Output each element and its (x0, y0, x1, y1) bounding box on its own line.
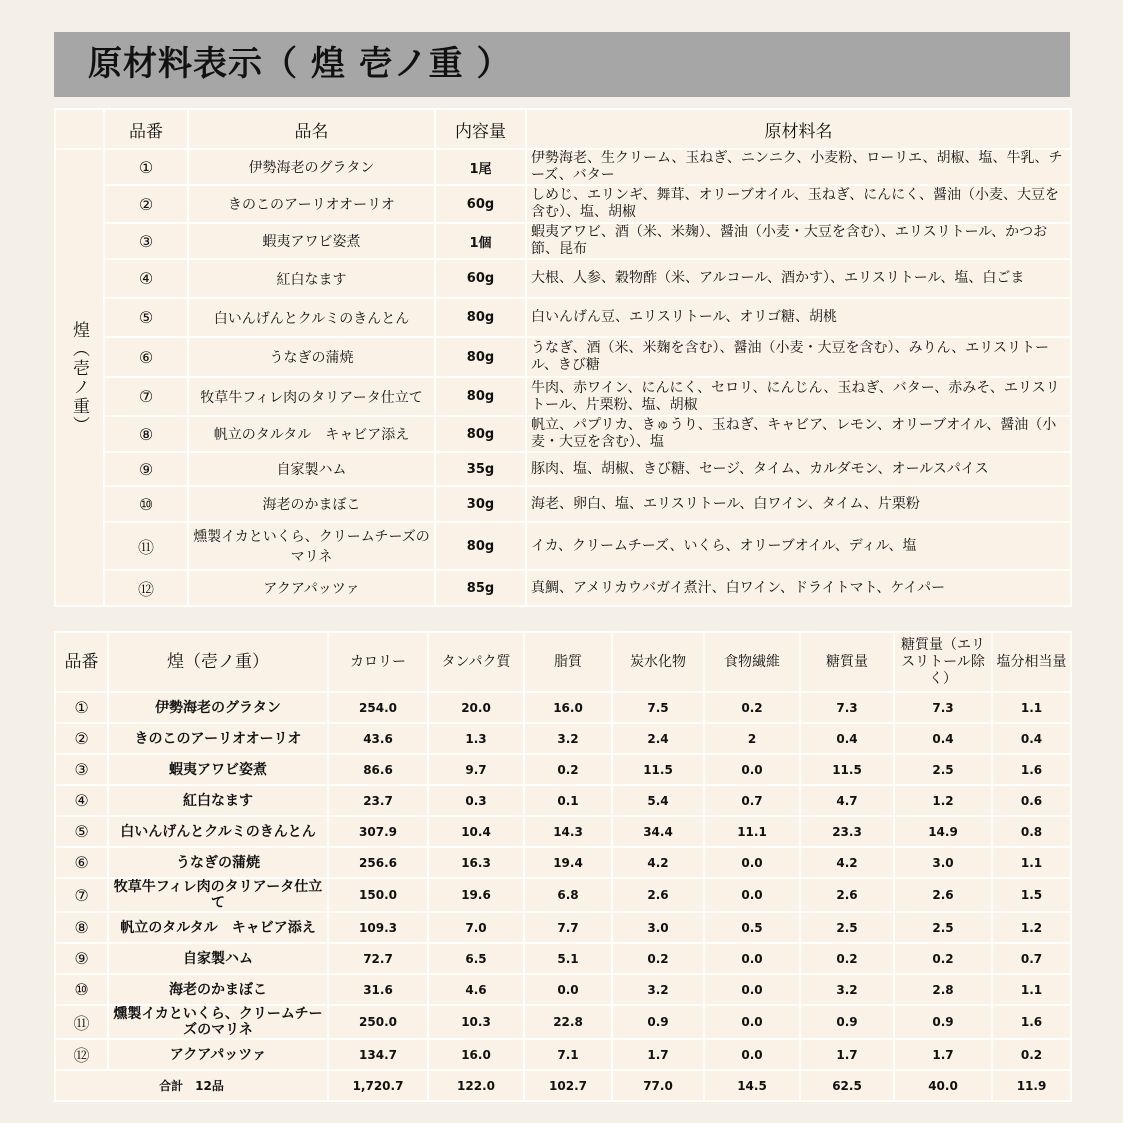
item-name: 燻製イカといくら、クリームチーズのマリネ (108, 1005, 328, 1039)
value-fat: 19.4 (524, 847, 612, 878)
item-name: 自家製ハム (108, 943, 328, 974)
header-fiber: 食物繊維 (704, 632, 800, 692)
header-sugar: 糖質量 (800, 632, 894, 692)
value-salt: 1.6 (992, 1005, 1071, 1039)
item-number: ⑥ (104, 337, 188, 377)
value-carb: 0.9 (612, 1005, 704, 1039)
value-carb: 7.5 (612, 692, 704, 723)
item-number: ③ (104, 223, 188, 259)
item-name: 牧草牛フィレ肉のタリアータ仕立て (188, 377, 435, 416)
item-ingredients: 豚肉、塩、胡椒、きび糖、セージ、タイム、カルダモン、オールスパイス (526, 452, 1071, 486)
header-no: 品番 (104, 109, 188, 149)
item-number: ⑩ (55, 974, 108, 1005)
item-name: 伊勢海老のグラタン (188, 149, 435, 185)
value-fat: 0.0 (524, 974, 612, 1005)
value-calorie: 256.6 (328, 847, 428, 878)
item-amount: 80g (435, 377, 526, 416)
value-fiber: 0.0 (704, 974, 800, 1005)
value-sugar-ex: 2.5 (894, 754, 992, 785)
value-sugar-ex: 0.2 (894, 943, 992, 974)
ingredient-row (55, 298, 1071, 337)
nutrition-total-row (55, 1070, 1071, 1101)
value-fiber: 11.1 (704, 816, 800, 847)
item-name: うなぎの蒲焼 (108, 847, 328, 878)
value-carb: 1.7 (612, 1039, 704, 1070)
value-sugar: 7.3 (800, 692, 894, 723)
value-salt: 1.1 (992, 974, 1071, 1005)
item-number: ⑪ (55, 1005, 108, 1039)
item-number: ⑨ (104, 452, 188, 486)
header-fat: 脂質 (524, 632, 612, 692)
value-sugar-ex: 1.7 (894, 1039, 992, 1070)
nutrition-header-row (55, 632, 1071, 692)
value-fiber: 0.2 (704, 692, 800, 723)
header-protein: タンパク質 (428, 632, 524, 692)
nutrition-row (55, 912, 1071, 943)
value-fiber: 2 (704, 723, 800, 754)
side-label-cell (55, 149, 104, 606)
ingredient-row (55, 149, 1071, 185)
item-number: ② (104, 185, 188, 223)
item-ingredients: 伊勢海老、生クリーム、玉ねぎ、ニンニク、小麦粉、ローリエ、胡椒、塩、牛乳、チーズ、バター (526, 149, 1071, 185)
item-number: ⑧ (55, 912, 108, 943)
value-protein: 6.5 (428, 943, 524, 974)
side-header-cell (55, 109, 104, 149)
nutrition-row (55, 1039, 1071, 1070)
header-sugar-ex: 糖質量（エリスリトール除く） (894, 632, 992, 692)
value-protein: 10.3 (428, 1005, 524, 1039)
item-number: ⑤ (104, 298, 188, 337)
item-number: ③ (55, 754, 108, 785)
value-calorie: 31.6 (328, 974, 428, 1005)
value-salt: 0.7 (992, 943, 1071, 974)
value-sugar: 4.7 (800, 785, 894, 816)
nutrition-row (55, 878, 1071, 912)
value-salt: 1.1 (992, 692, 1071, 723)
header-amount: 内容量 (435, 109, 526, 149)
ingredients-table (54, 108, 1072, 607)
item-name: うなぎの蒲焼 (188, 337, 435, 377)
value-fiber: 0.0 (704, 878, 800, 912)
ingredients-header-row (55, 109, 1071, 149)
side-label: 煌（壱ノ重） (69, 320, 89, 435)
value-sugar: 1.7 (800, 1039, 894, 1070)
value-sugar-ex: 7.3 (894, 692, 992, 723)
ingredient-row (55, 522, 1071, 570)
nutrition-row (55, 816, 1071, 847)
value-sugar: 4.2 (800, 847, 894, 878)
value-carb: 5.4 (612, 785, 704, 816)
item-number: ⑫ (55, 1039, 108, 1070)
value-salt: 1.6 (992, 754, 1071, 785)
value-carb: 4.2 (612, 847, 704, 878)
value-calorie: 254.0 (328, 692, 428, 723)
item-name: 帆立のタルタル キャビア添え (108, 912, 328, 943)
value-carb: 3.2 (612, 974, 704, 1005)
item-ingredients: 真鯛、アメリカウバガイ煮汁、白ワイン、ドライトマト、ケイパー (526, 570, 1071, 606)
item-name: アクアパッツァ (188, 570, 435, 606)
item-ingredients: 蝦夷アワビ、酒（米、米麹）、醤油（小麦・大豆を含む）、エリスリトール、かつお節、昆布 (526, 223, 1071, 259)
value-calorie: 86.6 (328, 754, 428, 785)
value-sugar: 11.5 (800, 754, 894, 785)
item-amount: 80g (435, 522, 526, 570)
item-amount: 60g (435, 259, 526, 298)
value-sugar: 2.6 (800, 878, 894, 912)
value-salt: 0.4 (992, 723, 1071, 754)
item-ingredients: イカ、クリームチーズ、いくら、オリーブオイル、ディル、塩 (526, 522, 1071, 570)
value-protein: 7.0 (428, 912, 524, 943)
value-fat: 14.3 (524, 816, 612, 847)
item-number: ⑩ (104, 486, 188, 522)
page-title: 原材料表示（ 煌 壱ノ重 ） (88, 44, 512, 84)
item-ingredients: 帆立、パプリカ、きゅうり、玉ねぎ、キャビア、レモン、オリーブオイル、醤油（小麦・大豆を含む）、塩 (526, 416, 1071, 452)
item-number: ④ (104, 259, 188, 298)
value-fat: 16.0 (524, 692, 612, 723)
item-number: ① (55, 692, 108, 723)
value-protein: 1.3 (428, 723, 524, 754)
nutrition-row (55, 785, 1071, 816)
value-carb: 34.4 (612, 816, 704, 847)
item-amount: 85g (435, 570, 526, 606)
value-fat: 6.8 (524, 878, 612, 912)
nutrition-row (55, 723, 1071, 754)
value-sugar-ex: 0.9 (894, 1005, 992, 1039)
value-fat: 5.1 (524, 943, 612, 974)
item-name: 海老のかまぼこ (108, 974, 328, 1005)
value-calorie: 134.7 (328, 1039, 428, 1070)
value-sugar: 23.3 (800, 816, 894, 847)
value-sugar-ex: 2.8 (894, 974, 992, 1005)
item-number: ⑦ (104, 377, 188, 416)
value-carb: 2.4 (612, 723, 704, 754)
item-ingredients: しめじ、エリンギ、舞茸、オリーブオイル、玉ねぎ、にんにく、醤油（小麦、大豆を含む）、塩、胡椒 (526, 185, 1071, 223)
value-fiber: 0.0 (704, 1005, 800, 1039)
nutrition-row (55, 943, 1071, 974)
value-calorie: 72.7 (328, 943, 428, 974)
value-calorie: 307.9 (328, 816, 428, 847)
item-name: 蝦夷アワビ姿煮 (188, 223, 435, 259)
value-protein: 0.3 (428, 785, 524, 816)
item-amount: 1尾 (435, 149, 526, 185)
value-fat: 3.2 (524, 723, 612, 754)
header-name: 煌（壱ノ重） (108, 632, 328, 692)
value-salt: 1.1 (992, 847, 1071, 878)
total-sugar-ex: 40.0 (894, 1070, 992, 1101)
value-calorie: 23.7 (328, 785, 428, 816)
item-name: 伊勢海老のグラタン (108, 692, 328, 723)
item-name: きのこのアーリオオーリオ (188, 185, 435, 223)
item-number: ⑦ (55, 878, 108, 912)
value-calorie: 150.0 (328, 878, 428, 912)
value-protein: 9.7 (428, 754, 524, 785)
value-fat: 7.7 (524, 912, 612, 943)
value-protein: 16.3 (428, 847, 524, 878)
value-fiber: 0.0 (704, 1039, 800, 1070)
item-amount: 1個 (435, 223, 526, 259)
nutrition-row (55, 692, 1071, 723)
item-number: ② (55, 723, 108, 754)
value-sugar-ex: 2.6 (894, 878, 992, 912)
item-ingredients: 牛肉、赤ワイン、にんにく、セロリ、にんじん、玉ねぎ、バター、赤みそ、エリスリトール、片栗粉、塩、胡椒 (526, 377, 1071, 416)
total-label: 合計 12品 (55, 1070, 328, 1101)
page-header (54, 32, 1070, 97)
item-name: 白いんげんとクルミのきんとん (188, 298, 435, 337)
total-salt: 11.9 (992, 1070, 1071, 1101)
value-salt: 0.2 (992, 1039, 1071, 1070)
total-sugar: 62.5 (800, 1070, 894, 1101)
item-amount: 60g (435, 185, 526, 223)
value-protein: 16.0 (428, 1039, 524, 1070)
item-number: ⑧ (104, 416, 188, 452)
ingredient-row (55, 416, 1071, 452)
item-name: 紅白なます (188, 259, 435, 298)
value-fat: 7.1 (524, 1039, 612, 1070)
value-sugar: 3.2 (800, 974, 894, 1005)
total-fiber: 14.5 (704, 1070, 800, 1101)
nutrition-table (54, 631, 1072, 1102)
value-protein: 20.0 (428, 692, 524, 723)
header-salt: 塩分相当量 (992, 632, 1071, 692)
item-amount: 30g (435, 486, 526, 522)
value-protein: 4.6 (428, 974, 524, 1005)
value-salt: 1.5 (992, 878, 1071, 912)
item-amount: 35g (435, 452, 526, 486)
value-sugar: 2.5 (800, 912, 894, 943)
value-fiber: 0.0 (704, 847, 800, 878)
ingredient-row (55, 452, 1071, 486)
value-sugar: 0.4 (800, 723, 894, 754)
value-fat: 0.1 (524, 785, 612, 816)
value-carb: 2.6 (612, 878, 704, 912)
ingredient-row (55, 185, 1071, 223)
item-amount: 80g (435, 337, 526, 377)
value-calorie: 250.0 (328, 1005, 428, 1039)
header-name: 品名 (188, 109, 435, 149)
nutrition-row (55, 1005, 1071, 1039)
item-name: 燻製イカといくら、クリームチーズのマリネ (188, 522, 435, 570)
header-carb: 炭水化物 (612, 632, 704, 692)
item-name: 自家製ハム (188, 452, 435, 486)
item-name: アクアパッツァ (108, 1039, 328, 1070)
item-name: 海老のかまぼこ (188, 486, 435, 522)
item-ingredients: 海老、卵白、塩、エリスリトール、白ワイン、タイム、片栗粉 (526, 486, 1071, 522)
item-name: 白いんげんとクルミのきんとん (108, 816, 328, 847)
value-protein: 19.6 (428, 878, 524, 912)
item-name: 蝦夷アワビ姿煮 (108, 754, 328, 785)
header-no: 品番 (55, 632, 108, 692)
item-ingredients: 白いんげん豆、エリスリトール、オリゴ糖、胡桃 (526, 298, 1071, 337)
item-number: ⑨ (55, 943, 108, 974)
value-carb: 11.5 (612, 754, 704, 785)
item-ingredients: うなぎ、酒（米、米麹を含む）、醤油（小麦・大豆を含む）、みりん、エリスリトール、きび糖 (526, 337, 1071, 377)
item-name: 帆立のタルタル キャビア添え (188, 416, 435, 452)
value-carb: 0.2 (612, 943, 704, 974)
value-calorie: 109.3 (328, 912, 428, 943)
item-number: ⑫ (104, 570, 188, 606)
ingredient-row (55, 223, 1071, 259)
value-sugar: 0.9 (800, 1005, 894, 1039)
item-number: ⑤ (55, 816, 108, 847)
item-number: ④ (55, 785, 108, 816)
value-fat: 22.8 (524, 1005, 612, 1039)
value-fiber: 0.7 (704, 785, 800, 816)
total-calorie: 1,720.7 (328, 1070, 428, 1101)
value-sugar-ex: 0.4 (894, 723, 992, 754)
total-carb: 77.0 (612, 1070, 704, 1101)
item-name: きのこのアーリオオーリオ (108, 723, 328, 754)
ingredient-row (55, 377, 1071, 416)
total-fat: 102.7 (524, 1070, 612, 1101)
item-name: 紅白なます (108, 785, 328, 816)
value-sugar-ex: 2.5 (894, 912, 992, 943)
nutrition-row (55, 847, 1071, 878)
nutrition-row (55, 754, 1071, 785)
header-ingredients: 原材料名 (526, 109, 1071, 149)
value-salt: 1.2 (992, 912, 1071, 943)
value-carb: 3.0 (612, 912, 704, 943)
value-protein: 10.4 (428, 816, 524, 847)
ingredient-row (55, 259, 1071, 298)
item-number: ⑪ (104, 522, 188, 570)
ingredient-row (55, 337, 1071, 377)
item-name: 牧草牛フィレ肉のタリアータ仕立て (108, 878, 328, 912)
value-salt: 0.8 (992, 816, 1071, 847)
value-sugar-ex: 14.9 (894, 816, 992, 847)
value-sugar-ex: 3.0 (894, 847, 992, 878)
value-fiber: 0.0 (704, 754, 800, 785)
item-amount: 80g (435, 416, 526, 452)
value-sugar: 0.2 (800, 943, 894, 974)
value-fat: 0.2 (524, 754, 612, 785)
value-calorie: 43.6 (328, 723, 428, 754)
value-fiber: 0.5 (704, 912, 800, 943)
ingredient-row (55, 570, 1071, 606)
nutrition-row (55, 974, 1071, 1005)
total-protein: 122.0 (428, 1070, 524, 1101)
item-number: ① (104, 149, 188, 185)
ingredient-row (55, 486, 1071, 522)
header-calorie: カロリー (328, 632, 428, 692)
item-amount: 80g (435, 298, 526, 337)
value-salt: 0.6 (992, 785, 1071, 816)
item-ingredients: 大根、人参、穀物酢（米、アルコール、酒かす）、エリスリトール、塩、白ごま (526, 259, 1071, 298)
value-fiber: 0.0 (704, 943, 800, 974)
value-sugar-ex: 1.2 (894, 785, 992, 816)
item-number: ⑥ (55, 847, 108, 878)
